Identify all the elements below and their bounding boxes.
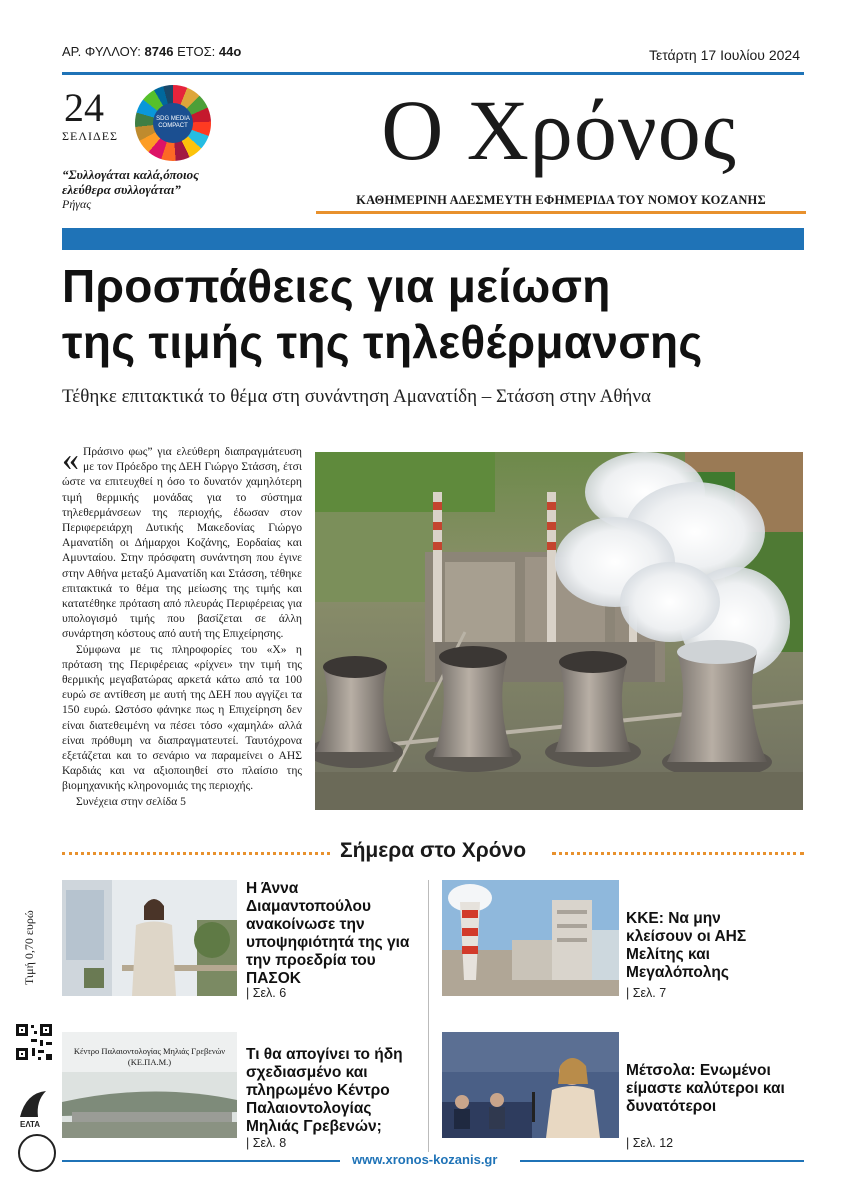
story-page-ref: | Σελ. 8 — [246, 1136, 287, 1150]
issue-info — [62, 44, 241, 59]
pages-label: ΣΕΛΙΔΕΣ — [62, 129, 119, 143]
footer-rule-left — [62, 1160, 340, 1162]
power-plant-photo — [315, 452, 803, 810]
issue-date: Τετάρτη 17 Ιουλίου 2024 — [648, 47, 800, 63]
masthead-quote: “Συλλογάται καλά,όποιος ελεύθερα συλλογάται” — [62, 167, 199, 197]
tagline-underline — [316, 211, 806, 214]
lead-subheadline: Τέθηκε επιτακτικά το θέμα στη συνάντηση Αμανατίδη – Στάσση στην Αθήνα — [62, 386, 651, 407]
story-thumb-kke[interactable] — [442, 880, 619, 996]
thumb-caption: (ΚΕ.ΠΑ.Μ.) — [127, 1057, 172, 1067]
sdg-logo-text: SDG MEDIA COMPACT — [153, 103, 193, 143]
pages-count: 24 — [64, 85, 104, 130]
power-plant-illustration — [315, 452, 803, 810]
top-divider — [62, 72, 804, 75]
section-title-today: Σήμερα στο Χρόνο — [340, 839, 527, 862]
continued-note: Συνέχεια στην σελίδα 5 — [76, 794, 186, 808]
museum-building-rendering — [62, 1072, 237, 1138]
section-dots-left — [62, 852, 330, 855]
website-link[interactable]: www.xronos-kozanis.gr — [352, 1152, 498, 1167]
article-paragraph: « Πράσινο φως” για ελεύθερη διαπραγμάτευση με τον Πρόεδρο της ΔΕΗ Γιώργο Στάσση, έτσι ώστε να επιτευχθεί η όσο το δυνατόν χαμηλότερη τιμή θερμικής μονάδας για το σύστημα τηλεθερμάνσεων της περιοχής, έδωσαν στον Περιφερειάρχη Δυτικής Μακεδονίας Γιώργο Αμανατίδη οι Δήμαρχοι Κοζάνης, Εορδαίας και Αμυνταίου. Στην πρόσφατη συνάντηση που έγινε στην Αθήνα μεταξύ Αμανατίδη και Στάσση, τέθηκε επιτακτικά το θέμα της μείωσης της τιμής και κατατέθηκε πρόταση από πλευράς Περιφέρειας για υπολογισμό τιμής που βασίζεται σε άλλη συνάρτηση κόστους από αυτή της Επιχείρησης. — [62, 441, 302, 641]
story-page-ref: | Σελ. 7 — [626, 986, 667, 1000]
article-paragraph: Σύμφωνα με τις πληροφορίες του «Χ» η πρόταση της Περιφέρειας «ρίχνει» την τιμή της θερμικής μεγαβατώρας αρκετά κάτω από τα 100 ευρώ σε αντίθεση με αυτή της ΔΕΗ που αγγίζει τα 150 ευρώ. Ωστόσο φάνηκε πως η Επιχείρηση δεν είναι διατεθειμένη να πέσει τόσο «χαμηλά» αλλά είναι πρόθυμη να διαπραγματευτεί. Ταυτόχρονα εξετάζεται και το σενάριο να παραμείνει ο ΑΗΣ Καρδιάς και να αξιοποιηθεί στο πλαίσιο της βιομηχανικής κληρονομιάς της περιοχής. — [62, 642, 302, 793]
story-title[interactable]: ΚΚΕ: Να μην κλείσουν οι ΑΗΣ Μελίτης και Μεγαλόπολης — [626, 910, 747, 981]
lead-article-body — [62, 441, 302, 809]
year-value: 44ο — [218, 44, 242, 59]
qr-code-icon[interactable] — [14, 1022, 54, 1062]
issue-label: ΑΡ. ΦΥΛΛΟΥ: — [62, 44, 141, 59]
stories-divider — [428, 880, 429, 1152]
newspaper-masthead: Ο Χρόνος — [381, 82, 737, 178]
header-blue-band — [62, 228, 804, 250]
story-thumb-diamantopoulou[interactable] — [62, 880, 237, 996]
opening-quote-mark: « — [62, 441, 79, 478]
metsola-speaking-image — [442, 1032, 619, 1138]
quote-author: Ρήγας — [62, 197, 92, 211]
section-dots-right — [552, 852, 804, 855]
certification-seal-icon — [18, 1134, 56, 1172]
story-title[interactable]: Μέτσολα: Ενωμένοι είμαστε καλύτεροι και δυνατότεροι — [626, 1062, 785, 1115]
footer-rule-right — [520, 1160, 804, 1162]
lead-headline — [62, 258, 804, 370]
story-page-ref: | Σελ. 6 — [246, 986, 287, 1000]
story-title[interactable]: Η Άννα Διαμαντοπούλου ανακοίνωσε την υποψηφιότητά της για την προεδρία του ΠΑΣΟΚ — [246, 880, 410, 987]
power-station-chimney-image — [442, 880, 619, 996]
story-thumb-metsola[interactable] — [442, 1032, 619, 1138]
story-thumb-paleontology[interactable] — [62, 1032, 237, 1138]
headline-line-1: Προσπάθειες για μείωση — [62, 260, 611, 312]
thumb-caption: Κέντρο Παλαιοντολογίας Μηλιάς Γρεβενών — [73, 1046, 226, 1056]
year-label: ΕΤΟΣ: — [177, 44, 216, 59]
elta-logo — [16, 1087, 50, 1129]
story-title[interactable]: Τι θα απογίνει το ήδη σχεδιασμένο και πληρωμένο Κέντρο Παλαιοντολογίας Μηλιάς Γρεβενών; — [246, 1046, 403, 1135]
headline-line-2: της τιμής της τηλεθέρμανσης — [62, 316, 703, 368]
masthead-tagline: ΚΑΘΗΜΕΡΙΝΗ ΑΔΕΣΜΕΥΤΗ ΕΦΗΜΕΡΙΔΑ ΤΟΥ ΝΟΜΟΥ ΚΟΖΑΝΗΣ — [356, 193, 766, 207]
issue-price: Τιμή 0,70 ευρώ — [22, 910, 36, 985]
elta-label: ΕΛΤΑ — [20, 1120, 41, 1129]
story-page-ref: | Σελ. 12 — [626, 1136, 674, 1150]
issue-number: 8746 — [144, 44, 174, 59]
woman-at-window-image — [62, 880, 237, 996]
